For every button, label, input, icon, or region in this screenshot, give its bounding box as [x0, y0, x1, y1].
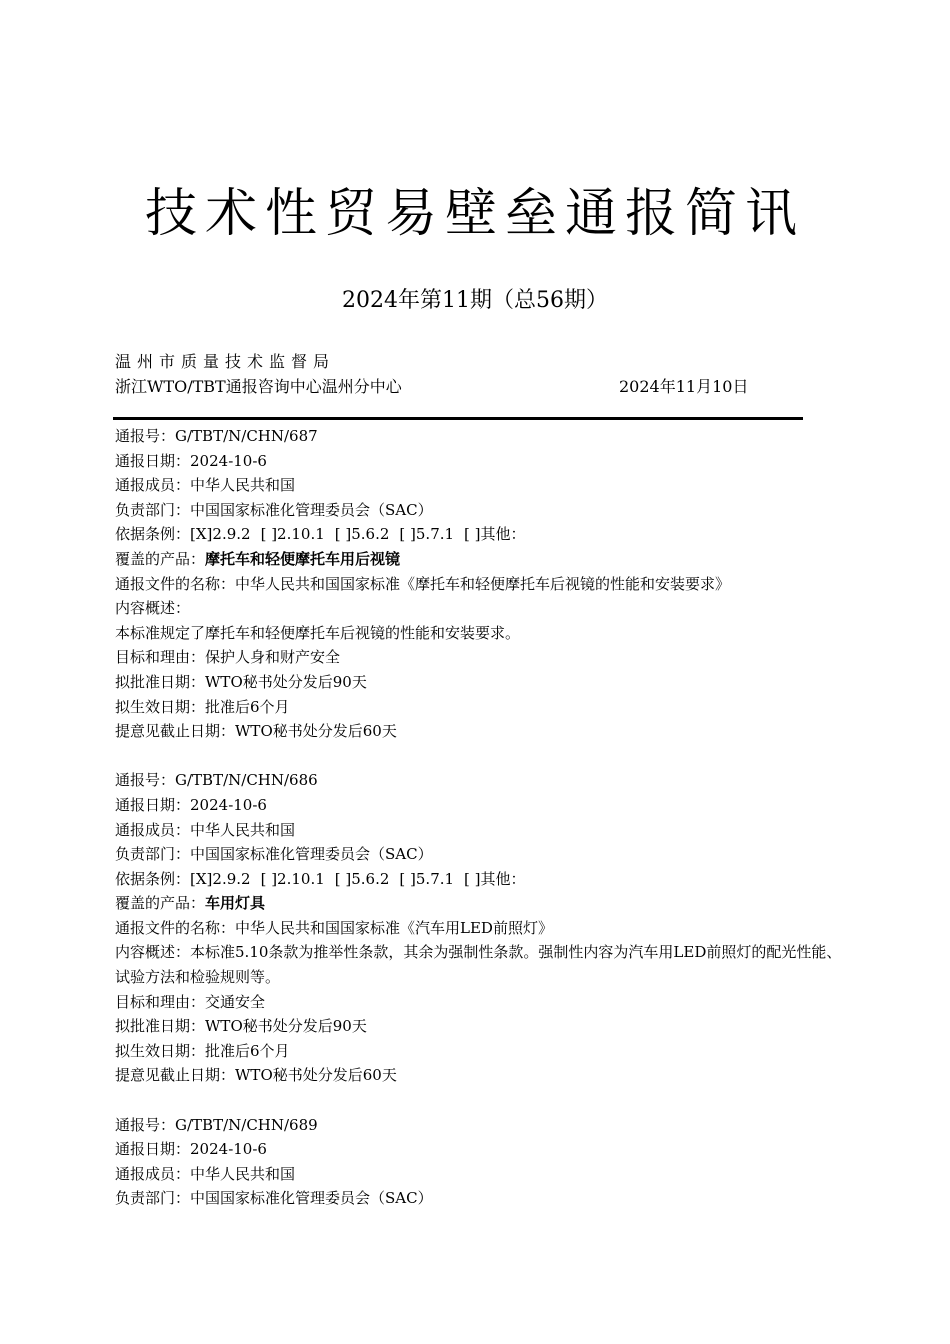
- notice-number: 通报号：G/TBT/N/CHN/689: [115, 1115, 318, 1134]
- notice-product: 覆盖的产品：车用灯具: [115, 894, 266, 913]
- spacer: [115, 744, 850, 769]
- notice-adoption: 拟批准日期：WTO秘书处分发后90天: [115, 1017, 367, 1036]
- notices-content: [115, 424, 850, 1211]
- notice-effective: 拟生效日期：批准后6个月: [115, 1041, 290, 1060]
- issuing-center: 浙江WTO/TBT通报咨询中心温州分中心: [115, 377, 402, 396]
- notice-articles: 依据条例：[X]2.9.2 [ ]2.10.1 [ ]5.6.2 [ ]5.7.1 [ ]其他：: [115, 869, 526, 888]
- notice-summary: 内容概述：本标准5.10条款为推举性条款，其余为强制性条款。强制性内容为汽车用LED前照灯的配光性能、试验方法和检验规则等。: [115, 943, 842, 987]
- notice-objective: 目标和理由：交通安全: [115, 992, 266, 1011]
- notice-summary: 本标准规定了摩托车和轻便摩托车后视镜的性能和安装要求。: [115, 623, 521, 642]
- notice-document: 通报文件的名称：中华人民共和国国家标准《摩托车和轻便摩托车后视镜的性能和安装要求》: [115, 574, 731, 593]
- notice-member: 通报成员：中华人民共和国: [115, 476, 296, 495]
- notice-comments: 提意见截止日期：WTO秘书处分发后60天: [115, 722, 397, 741]
- notice-member: 通报成员：中华人民共和国: [115, 820, 296, 839]
- notice-document: 通报文件的名称：中华人民共和国国家标准《汽车用LED前照灯》: [115, 918, 553, 937]
- notice-effective: 拟生效日期：批准后6个月: [115, 697, 290, 716]
- notice-objective: 目标和理由：保护人身和财产安全: [115, 648, 341, 667]
- header-divider: [113, 417, 803, 420]
- notice-entry: [115, 1113, 850, 1211]
- notice-product: 覆盖的产品：摩托车和轻便摩托车用后视镜: [115, 549, 401, 568]
- notice-agency: 负责部门：中国国家标准化管理委员会（SAC）: [115, 845, 433, 864]
- issuing-bureau: 温州市质量技术监督局: [115, 352, 336, 371]
- publication-date: 2024年11月10日: [619, 377, 749, 396]
- notice-entry: [115, 424, 850, 744]
- notice-entry: [115, 768, 850, 1088]
- notice-summary-label: 内容概述：: [115, 599, 191, 618]
- notice-date: 通报日期：2024-10-6: [115, 795, 267, 814]
- issue-number: 2024年第11期（总56期）: [342, 288, 608, 313]
- notice-number: 通报号：G/TBT/N/CHN/686: [115, 771, 318, 790]
- notice-number: 通报号：G/TBT/N/CHN/687: [115, 427, 318, 445]
- notice-articles: 依据条例：[X]2.9.2 [ ]2.10.1 [ ]5.6.2 [ ]5.7.1 [ ]其他：: [115, 525, 526, 544]
- notice-adoption: 拟批准日期：WTO秘书处分发后90天: [115, 672, 367, 691]
- notice-comments: 提意见截止日期：WTO秘书处分发后60天: [115, 1066, 397, 1085]
- spacer: [115, 1088, 850, 1113]
- notice-member: 通报成员：中华人民共和国: [115, 1164, 296, 1183]
- notice-agency: 负责部门：中国国家标准化管理委员会（SAC）: [115, 500, 433, 519]
- notice-date: 通报日期：2024-10-6: [115, 1140, 267, 1159]
- notice-agency: 负责部门：中国国家标准化管理委员会（SAC）: [115, 1189, 433, 1208]
- notice-date: 通报日期：2024-10-6: [115, 451, 267, 470]
- bulletin-title: 技术性贸易壁垒通报简讯: [144, 184, 805, 244]
